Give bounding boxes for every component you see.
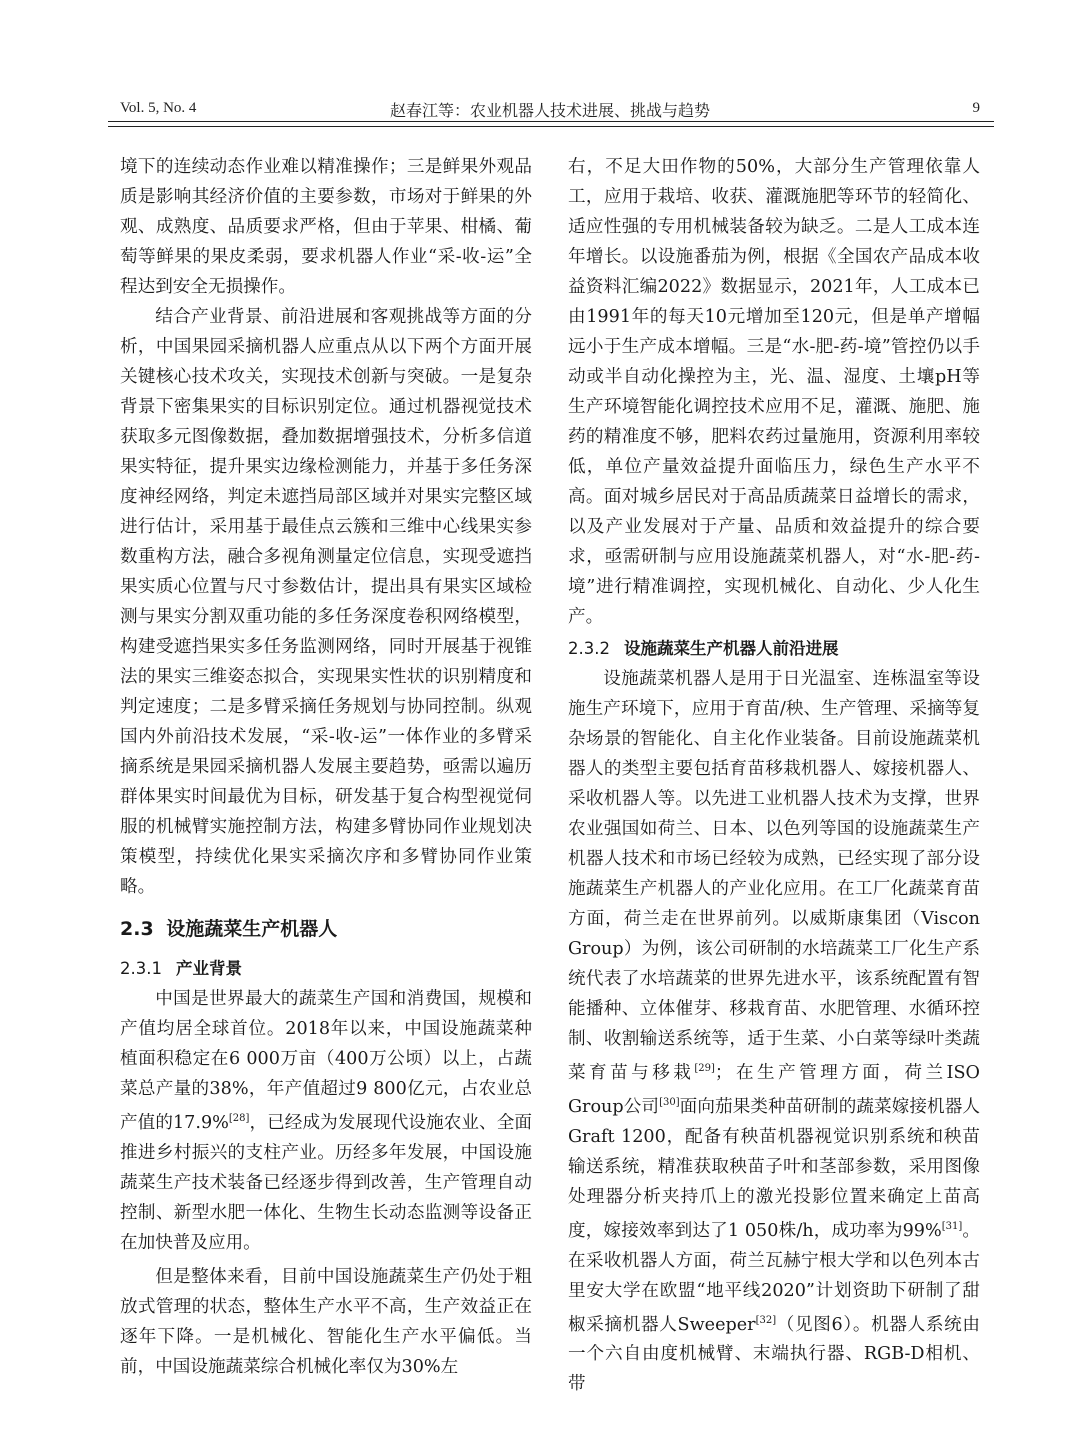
section-title: 设施蔬菜生产机器人 xyxy=(166,918,338,940)
citation[interactable]: [32] xyxy=(755,1314,777,1326)
text-run: 面向茄果类种苗研制的蔬菜嫁接机器人Graft 1200，配备有秧苗机器视觉识别系统和秧苗输送系统，精准获取秧苗子叶和茎部参数，采用图像处理器分析夹持爪上的激光投影位置来确定上苗高度，嫁接效率到达了1 050株/h，成功率为99% xyxy=(568,1096,980,1241)
subsection-heading xyxy=(568,634,980,664)
volume-issue: Vol. 5, No. 4 xyxy=(120,100,197,116)
page-number: 9 xyxy=(972,100,980,116)
text-run: 中国是世界最大的蔬菜生产国和消费国，规模和产值均居全球首位。2018年以来，中国设施蔬菜种植面积稳定在6 000万亩（400万公顷）以上，占蔬菜总产量的38%，年产值超过9 800亿元，占农业总产值的17.9% xyxy=(120,989,532,1133)
running-header xyxy=(120,96,980,124)
subsection-title: 产业背景 xyxy=(175,959,242,978)
header-rule-thin xyxy=(108,126,994,127)
subsection-number: 2.3.2 xyxy=(568,639,610,658)
paragraph: 但是整体来看，目前中国设施蔬菜生产仍处于粗放式管理的状态，整体生产水平不高，生产效益正在逐年下降。一是机械化、智能化生产水平偏低。当前，中国设施蔬菜综合机械化率仅为30%左 xyxy=(120,1266,532,1377)
citation[interactable]: [30] xyxy=(659,1096,680,1108)
paragraph: 结合产业背景、前沿进展和客观挑战等方面的分析，中国果园采摘机器人应重点从以下两个方面开展关键核心技术攻关，实现技术创新与突破。一是复杂背景下密集果实的目标识别定位。通过机器视觉技术获取多元图像数据，叠加数据增强技术，分析多信道果实特征，提升果实边缘检测能力，并基于多任务深度神经网络，判定未遮挡局部区域并对果实完整区域进行估计，采用基于最佳点云簇和三维中心线果实参数重构方法，融合多视角测量定位信息，实现受遮挡果实质心位置与尺寸参数估计，提出具有果实区域检测与果实分割双重功能的多任务深度卷积网络模型，构建受遮挡果实多任务监测网络，同时开展基于视锥法的果实三维姿态拟合，实现果实性状的识别精度和判定速度；二是多臂采摘任务规划与协同控制。纵观国内外前沿技术发展，“采-收-运”一体作业的多臂采摘系统是果园采摘机器人发展主要趋势，亟需以遍历群体果实时间最优为目标，研发基于复合构型视觉伺服的机械臂实施控制方法，构建多臂协同作业规划决策模型，持续优化果实采摘次序和多臂协同作业策略。 xyxy=(120,307,532,897)
left-column xyxy=(120,152,532,1382)
text-run: （见图6）。机器人系统由一个六自由度机械臂、末端执行器、RGB-D相机、带 xyxy=(568,1314,980,1395)
subsection-title: 设施蔬菜生产机器人前沿进展 xyxy=(623,639,839,658)
paragraph xyxy=(120,984,532,1258)
text-run: ，已经成为发展现代设施农业、全面推进乡村振兴的支柱产业。历经多年发展，中国设施蔬菜生产技术装备已经逐步得到改善，生产管理自动控制、新型水肥一体化、生物生长动态监测等设备正在加快普及应用。 xyxy=(120,1112,532,1253)
paragraph: 境下的连续动态作业难以精准操作；三是鲜果外观品质是影响其经济价值的主要参数，市场对于鲜果的外观、成熟度、品质要求严格，但由于苹果、柑橘、葡萄等鲜果的果皮柔弱，要求机器人作业“采-收-运”全程达到安全无损操作。 xyxy=(120,157,532,297)
paragraph xyxy=(568,664,980,1399)
header-rule-thick xyxy=(108,121,994,122)
text-run: 设施蔬菜机器人是用于日光温室、连栋温室等设施生产环境下，应用于育苗/秧、生产管理、采摘等复杂场景的智能化、自主化作业装备。目前设施蔬菜机器人的类型主要包括育苗移栽机器人、嫁接机器人、采收机器人等。以先进工业机器人技术为支撑，世界农业强国如荷兰、日本、以色列等国的设施蔬菜生产机器人技术和市场已经较为成熟，已经实现了部分设施蔬菜生产机器人的产业化应用。在工厂化蔬菜育苗方面，荷兰走在世界前列。以威斯康集团（Viscon Group）为例，该公司研制的水培蔬菜工厂化生产系统代表了水培蔬菜的世界先进水平，该系统配置有智能播种、立体催芽、移栽育苗、水肥管理、水循环控制、收割输送系统等，适于生菜、小白菜等绿叶类蔬菜育苗与移栽 xyxy=(568,669,980,1083)
citation[interactable]: [31] xyxy=(941,1220,963,1232)
citation[interactable]: [29] xyxy=(694,1063,715,1074)
right-column xyxy=(568,152,980,1399)
text-run: 。在采收机器人方面，荷兰瓦赫宁根大学和以色列本古里安大学在欧盟“地平线2020”计划资助下研制了甜椒采摘机器人Sweeper xyxy=(568,1220,980,1335)
subsection-number: 2.3.1 xyxy=(120,959,162,978)
running-title: 赵春江等：农业机器人技术进展、挑战与趋势 xyxy=(389,101,710,120)
citation[interactable]: [28] xyxy=(228,1113,250,1124)
section-heading xyxy=(120,914,532,944)
subsection-heading xyxy=(120,954,532,984)
text-run: ；在生产管理方面，荷兰ISO Group公司 xyxy=(568,1062,980,1117)
paragraph: 右，不足大田作物的50%，大部分生产管理依靠人工，应用于栽培、收获、灌溉施肥等环节的轻简化、适应性强的专用机械装备较为缺乏。二是人工成本连年增长。以设施番茄为例，根据《全国农产品成本收益资料汇编2022》数据显示，2021年，人工成本已由1991年的每天10元增加至120元，但是单产增幅远小于生产成本增幅。三是“水-肥-药-境”管控仍以手动或半自动化操控为主，光、温、湿度、土壤pH等生产环境智能化调控技术应用不足，灌溉、施肥、施药的精准度不够，肥料农药过量施用，资源利用率较低，单位产量效益提升面临压力，绿色生产水平不高。面对城乡居民对于高品质蔬菜日益增长的需求，以及产业发展对于产量、品质和效益提升的综合要求，亟需研制与应用设施蔬菜机器人，对“水-肥-药-境”进行精准调控，实现机械化、自动化、少人化生产。 xyxy=(568,157,980,627)
section-number: 2.3 xyxy=(120,918,154,940)
